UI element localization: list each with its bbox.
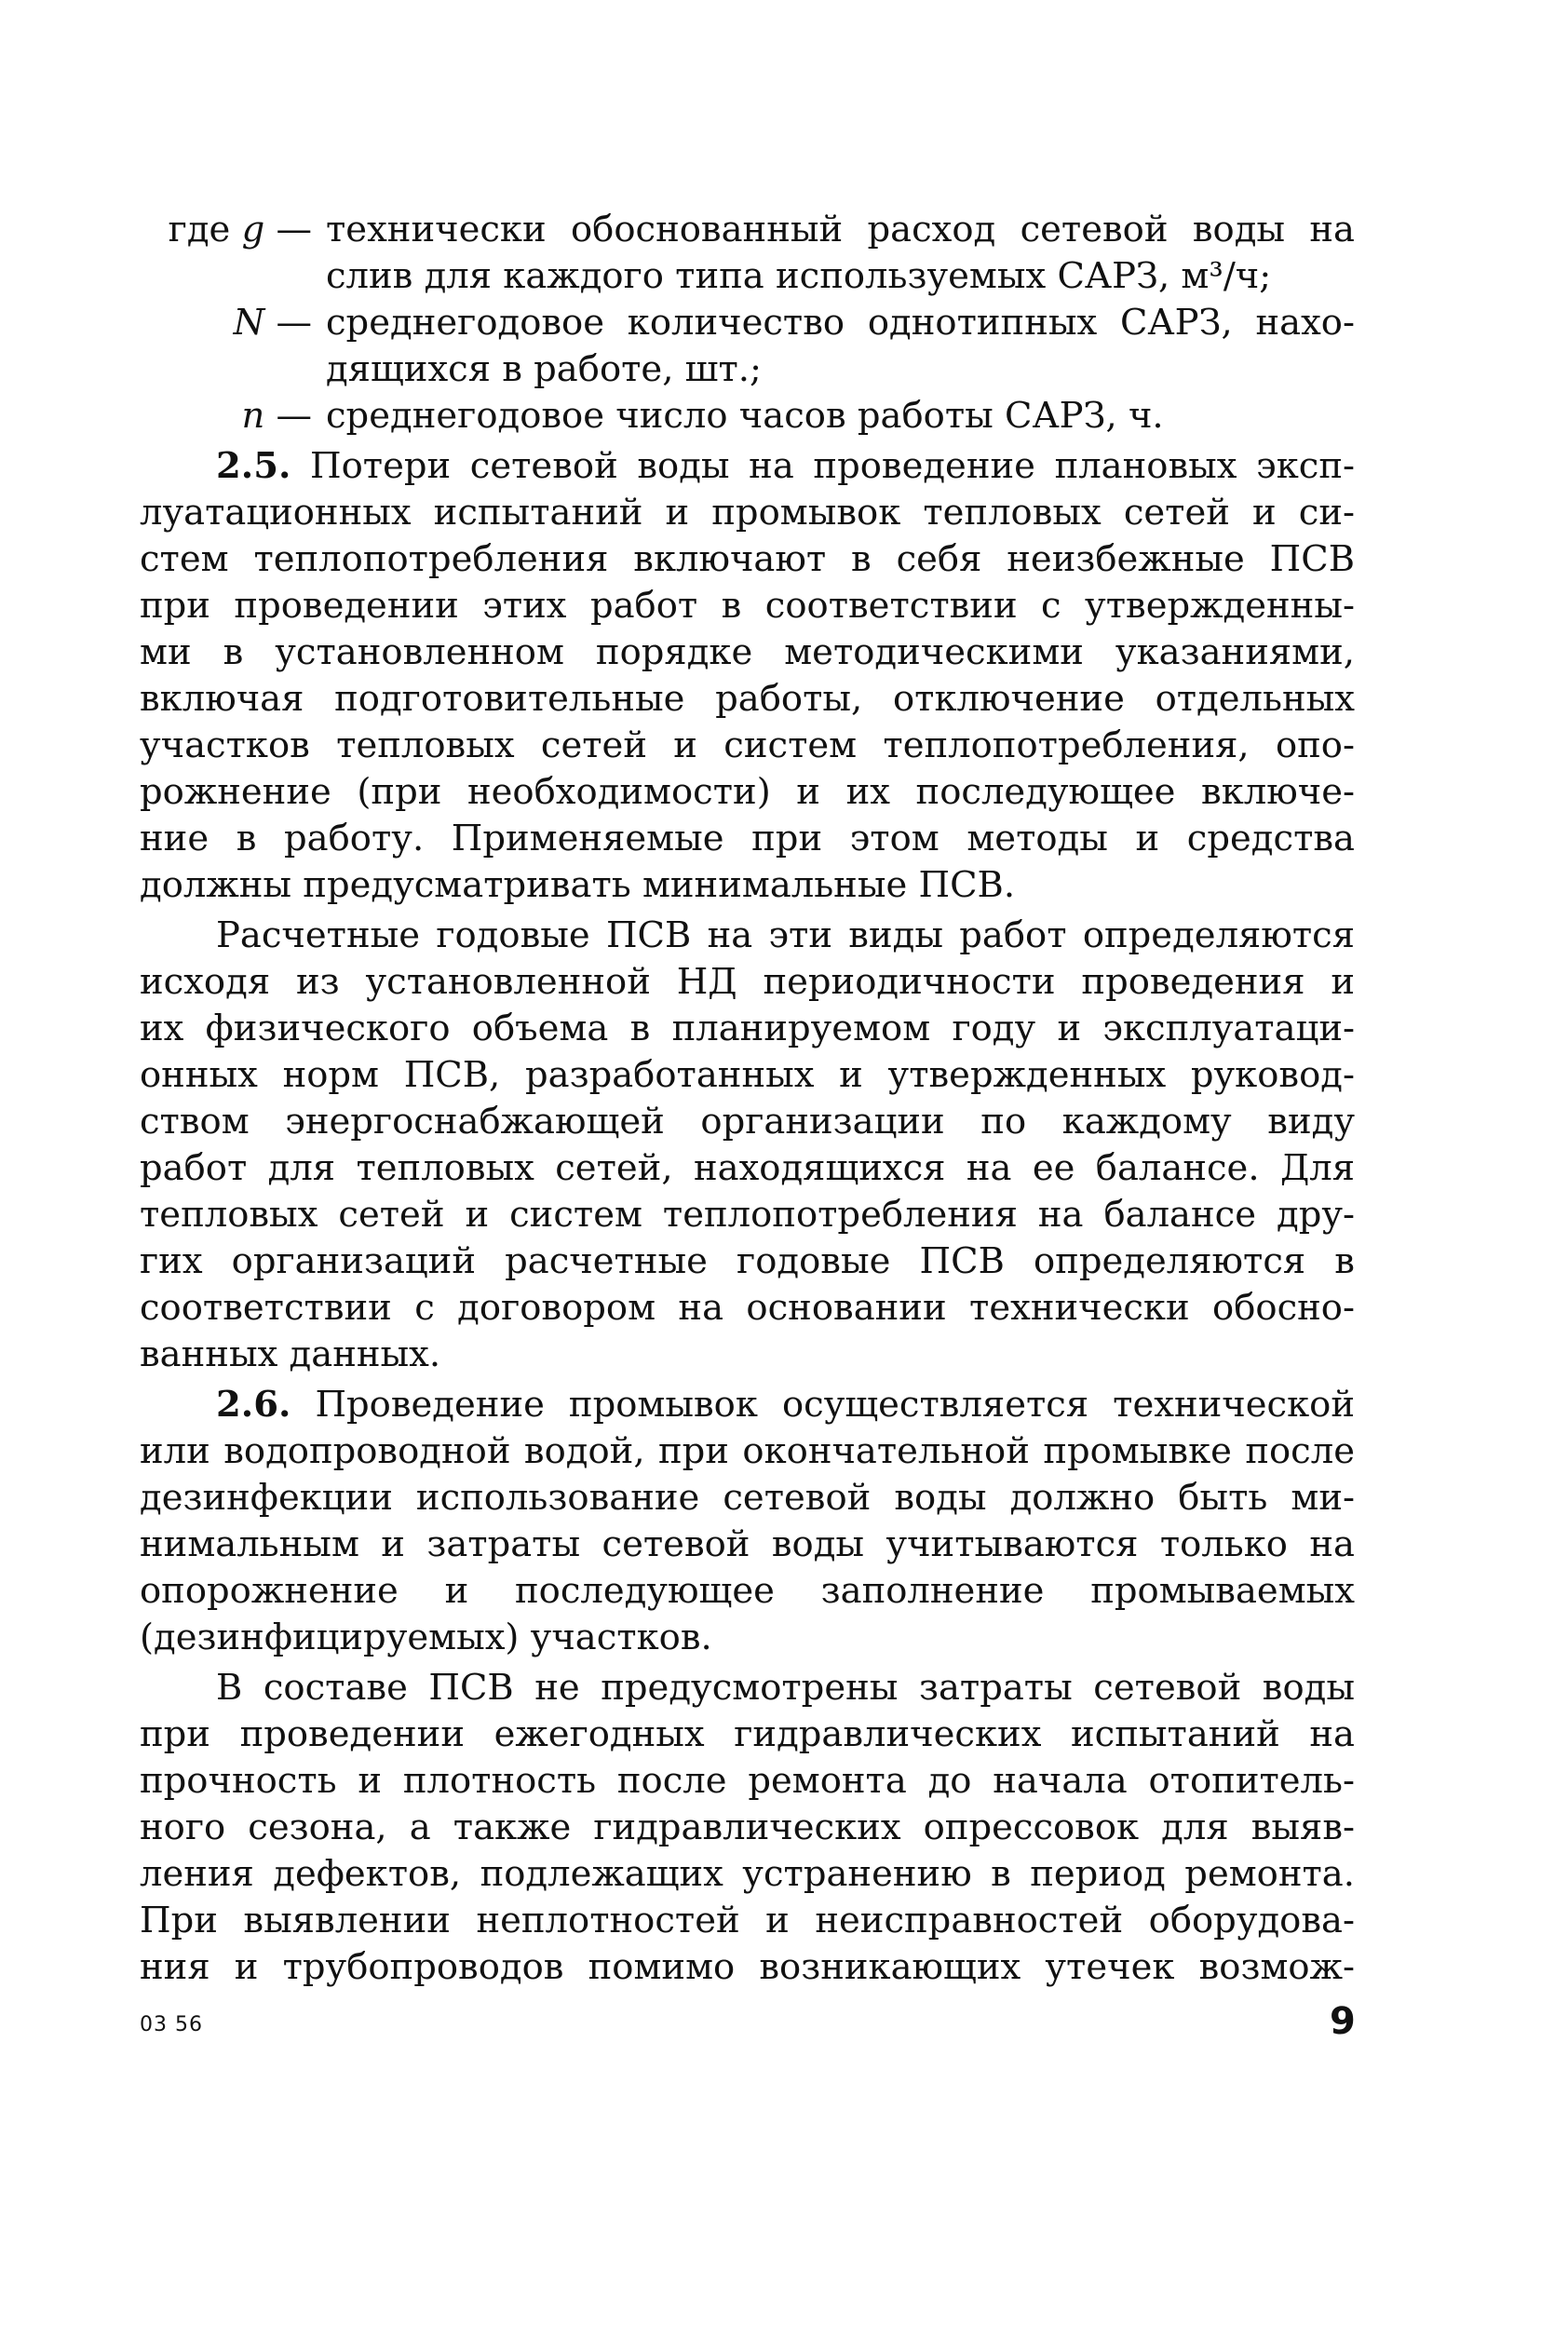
section-2-5-line: ми в установленном порядке методическими указаниями, — [140, 631, 1355, 673]
footer-print-code: 03 56 — [140, 2013, 203, 2036]
page-number: 9 — [1330, 2000, 1356, 2043]
section-2-5-line: включая подготовительные работы, отключение отдельных — [140, 678, 1355, 720]
paragraph-calc-line: ванных данных. — [140, 1333, 441, 1375]
paragraph-psv-line: ного сезона, а также гидравлических опрессовок для выяв- — [140, 1806, 1355, 1848]
paragraph-psv-line: В составе ПСВ не предусмотрены затраты сетевой воды — [216, 1667, 1355, 1709]
section-2-5-line: луатационных испытаний и промывок тепловых сетей и си- — [140, 492, 1355, 534]
definition-description: технически обоснованный расход сетевой воды на — [326, 209, 1355, 250]
section-2-5-line: рожнение (при необходимости) и их последующее включе- — [140, 771, 1355, 813]
section-2-6-line: опорожнение и последующее заполнение промываемых — [140, 1570, 1355, 1612]
definition-N-line-1 — [140, 300, 1355, 346]
definition-n-line-1 — [140, 393, 1355, 440]
section-2-5-line: при проведении этих работ в соответствии с утвержденны- — [140, 585, 1355, 627]
definition-description: среднегодовое количество однотипных САРЗ, нахо- — [326, 302, 1355, 344]
paragraph-psv-line: ления дефектов, подлежащих устранению в период ремонта. — [140, 1853, 1355, 1895]
section-2-6-line: (дезинфицируемых) участков. — [140, 1616, 712, 1658]
definition-g-line-2 — [140, 253, 1355, 300]
section-2-5-line: стем теплопотребления включают в себя неизбежные ПСВ — [140, 538, 1355, 580]
section-2-6-line: 2.6. Проведение промывок осуществляется технической — [216, 1384, 1355, 1426]
section-2-5-line: должны предусматривать минимальные ПСВ. — [140, 864, 1016, 906]
paragraph-calc-line: тепловых сетей и систем теплопотребления на балансе дру- — [140, 1194, 1355, 1236]
section-2-6-line: или водопроводной водой, при окончательной промывке после — [140, 1430, 1355, 1472]
paragraph-psv-line: при проведении ежегодных гидравлических испытаний на — [140, 1713, 1355, 1755]
section-2-5-line: 2.5. Потери сетевой воды на проведение плановых эксп- — [216, 445, 1355, 487]
paragraph-calc-line: работ для тепловых сетей, находящихся на ее балансе. Для — [140, 1147, 1355, 1189]
paragraph-calc-line: их физического объема в планируемом году и эксплуатаци- — [140, 1008, 1355, 1049]
paragraph-calc-line: Расчетные годовые ПСВ на эти виды работ определяются — [216, 914, 1355, 956]
paragraph-calc-line: соответствии с договором на основании технически обосно- — [140, 1287, 1355, 1329]
definition-description: дящихся в работе, шт.; — [326, 348, 762, 390]
definition-description: среднегодовое число часов работы САРЗ, ч. — [326, 395, 1164, 437]
section-number: 2.5. — [216, 445, 291, 487]
paragraph-psv-line: прочность и плотность после ремонта до начала отопитель- — [140, 1760, 1355, 1802]
definition-term: N — — [233, 302, 312, 344]
paragraph-calc-line: ством энергоснабжающей организации по каждому виду — [140, 1101, 1355, 1143]
paragraph-calc-line: онных норм ПСВ, разработанных и утвержденных руковод- — [140, 1054, 1355, 1096]
definition-description: слив для каждого типа используемых САРЗ, м³/ч; — [326, 255, 1272, 297]
definition-N-line-2 — [140, 346, 1355, 393]
paragraph-calc-line: исходя из установленной НД периодичности проведения и — [140, 961, 1355, 1003]
definition-term: где g — — [168, 209, 312, 250]
section-2-6-line: нимальным и затраты сетевой воды учитываются только на — [140, 1523, 1355, 1565]
definition-g-line-1 — [140, 207, 1355, 253]
paragraph-psv-line: При выявлении неплотностей и неисправностей оборудова- — [140, 1900, 1355, 1941]
section-2-5-line: участков тепловых сетей и систем теплопотребления, опо- — [140, 724, 1355, 766]
section-2-5-line: ние в работу. Применяемые при этом методы и средства — [140, 818, 1355, 859]
paragraph-psv-line: ния и трубопроводов помимо возникающих утечек возмож- — [140, 1946, 1355, 1988]
definition-term: n — — [241, 395, 312, 437]
section-2-6-line: дезинфекции использование сетевой воды должно быть ми- — [140, 1477, 1355, 1519]
section-number: 2.6. — [216, 1384, 291, 1426]
paragraph-calc-line: гих организаций расчетные годовые ПСВ определяются в — [140, 1240, 1355, 1282]
